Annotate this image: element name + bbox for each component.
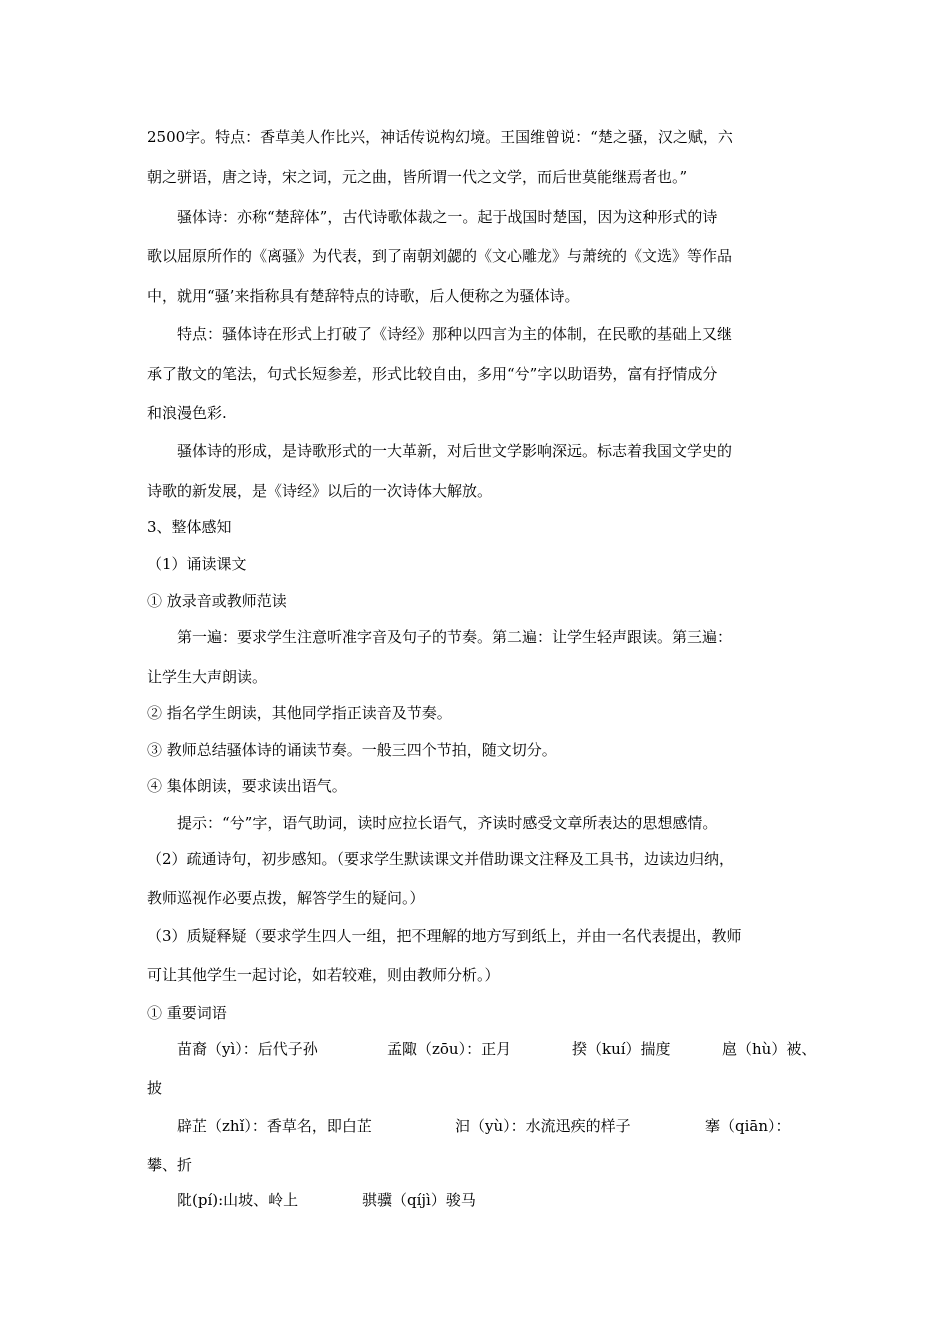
subsection-heading: （1）诵读课文 <box>147 555 247 573</box>
list-item: ① 放录音或教师范读 <box>147 592 287 610</box>
vocab-entry: 搴（qiān）： <box>705 1117 791 1135</box>
subsection-heading: （3）质疑释疑（要求学生四人一组，把不理解的地方写到纸上，并由一名代表提出，教师 <box>147 927 742 945</box>
paragraph-line: 让学生大声朗读。 <box>147 668 268 686</box>
paragraph-line: 和浪漫色彩. <box>147 404 227 422</box>
paragraph-line: 披 <box>147 1079 163 1097</box>
vocab-entry: 汩（yù）：水流迅疾的样子 <box>455 1117 631 1135</box>
paragraph-line: 2500字。特点：香草美人作比兴，神话传说构幻境。王国维曾说：“楚之骚，汉之赋，六 <box>147 128 733 146</box>
paragraph-line: 特点：骚体诗在形式上打破了《诗经》那种以四言为主的体制，在民歌的基础上又继 <box>177 325 733 343</box>
paragraph-line: 朝之骈语，唐之诗，宋之词，元之曲，皆所谓一代之文学，而后世莫能继焉者也。” <box>147 168 688 186</box>
vocab-entry: 孟陬（zōu）：正月 <box>387 1040 512 1058</box>
paragraph-line: 第一遍：要求学生注意听准字音及句子的节奏。第二遍：让学生轻声跟读。第三遍： <box>177 628 733 646</box>
vocab-row <box>177 1115 852 1137</box>
list-item: ① 重要词语 <box>147 1004 227 1022</box>
vocab-entry: 揆（kuí）揣度 <box>572 1040 671 1058</box>
paragraph-line: 中，就用“骚’来指称具有楚辞特点的诗歌，后人便称之为骚体诗。 <box>147 287 580 305</box>
paragraph-line: 承了散文的笔法，句式长短参差，形式比较自由，多用“兮”字以助语势，富有抒情成分 <box>147 365 718 383</box>
vocab-entry: 辟芷（zhǐ）：香草名，即白芷 <box>177 1117 372 1135</box>
paragraph-line: 歌以屈原所作的《离骚》为代表，到了南朝刘勰的《文心雕龙》与萧统的《文选》等作品 <box>147 247 733 265</box>
list-item: ② 指名学生朗读，其他同学指正读音及节奏。 <box>147 704 452 722</box>
paragraph-line: 攀、折 <box>147 1156 193 1174</box>
vocab-entry: 扈（hù）被、 <box>722 1040 817 1058</box>
vocab-entry: 阰(pí):山坡、岭上 <box>177 1191 299 1209</box>
vocab-entry: 苗裔（yì）：后代子孙 <box>177 1040 318 1058</box>
list-item: ④ 集体朗读，要求读出语气。 <box>147 777 347 795</box>
paragraph-line: 提示：“兮”字，语气助词，读时应拉长语气，齐读时感受文章所表达的思想感情。 <box>177 814 718 832</box>
paragraph-line: 可让其他学生一起讨论，如若较难，则由教师分析。） <box>147 966 500 984</box>
paragraph-line: 诗歌的新发展，是《诗经》以后的一次诗体大解放。 <box>147 482 493 500</box>
vocab-row <box>177 1038 852 1060</box>
paragraph-line: 教师巡视作必要点拨，解答学生的疑问。） <box>147 889 425 907</box>
list-item: ③ 教师总结骚体诗的诵读节奏。一般三四个节拍，随文切分。 <box>147 741 557 759</box>
vocab-row <box>177 1189 852 1211</box>
subsection-heading: （2）疏通诗句，初步感知。（要求学生默读课文并借助课文注释及工具书，边读边归纳， <box>147 850 735 868</box>
paragraph-line: 骚体诗的形成，是诗歌形式的一大革新，对后世文学影响深远。标志着我国文学史的 <box>177 442 733 460</box>
vocab-entry: 骐骥（qíjì）骏马 <box>362 1191 476 1209</box>
paragraph-line: 骚体诗：亦称“楚辞体”，古代诗歌体裁之一。起于战国时楚国，因为这种形式的诗 <box>177 208 718 226</box>
section-heading: 3、整体感知 <box>147 518 232 536</box>
